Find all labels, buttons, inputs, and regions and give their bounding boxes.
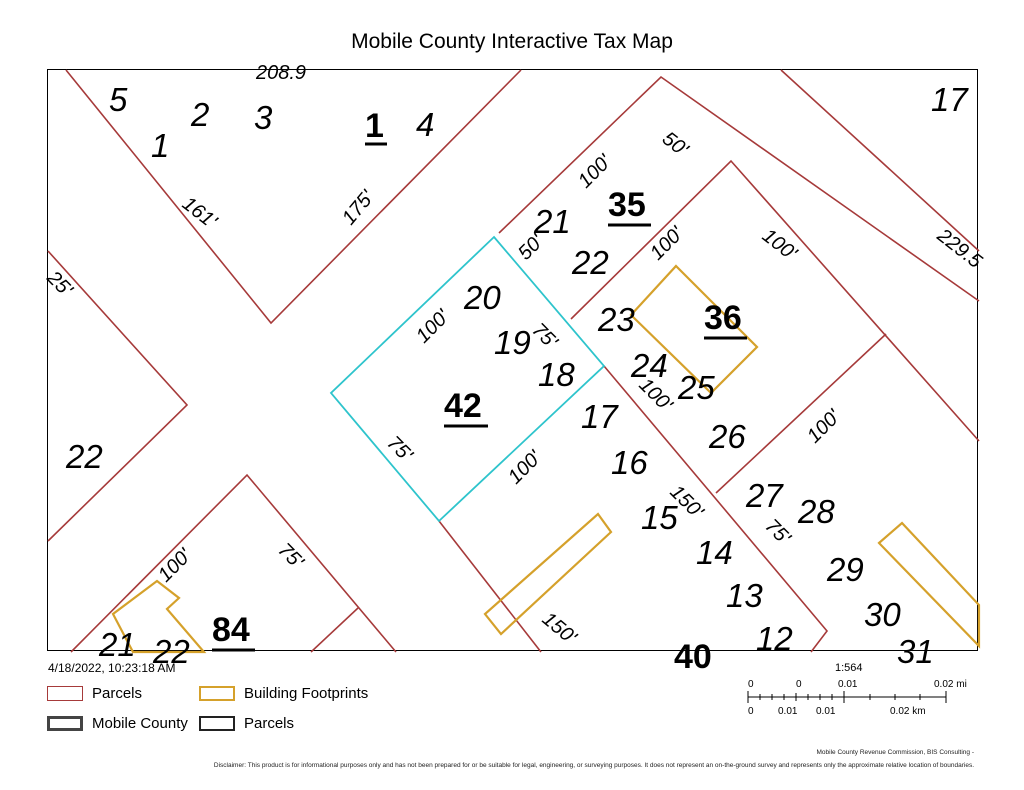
scale-tick-mi: 0 — [748, 679, 754, 690]
credits-text: Mobile County Revenue Commission, BIS Consulting - — [816, 749, 974, 756]
scale-tick-km: 0.02 km — [890, 706, 926, 717]
page-title: Mobile County Interactive Tax Map — [351, 30, 673, 53]
lot-number: 30 — [864, 596, 901, 633]
dimension-label: 100' — [153, 544, 196, 587]
parcel-boundary — [604, 366, 827, 652]
scale-tick-mi: 0.02 mi — [934, 679, 967, 690]
scale-tick-km: 0.01 — [816, 706, 836, 717]
lot-number: 1 — [151, 127, 170, 164]
lot-number: 22 — [153, 633, 190, 670]
block-number: 35 — [608, 186, 646, 224]
lot-number: 2 — [191, 96, 210, 133]
legend-item-building-footprints — [199, 685, 368, 702]
legend-label: Parcels — [92, 685, 143, 702]
lot-number: 3 — [254, 99, 273, 136]
dimension-label: 175' — [337, 186, 379, 230]
dimension-label: 100' — [634, 373, 677, 416]
block-number: 36 — [704, 299, 742, 337]
block-number: 1 — [365, 107, 384, 145]
lot-number: 19 — [494, 324, 531, 361]
dimension-label: 75' — [527, 318, 562, 353]
legend-label: Parcels — [244, 715, 295, 732]
parcel-boundary — [48, 251, 187, 541]
map-legend — [47, 685, 407, 745]
dimension-label: 150' — [537, 607, 581, 649]
lot-number: 29 — [827, 551, 864, 588]
dimension-label: 75' — [273, 538, 308, 573]
dimension-label: 100' — [411, 305, 454, 348]
legend-item-parcels — [47, 685, 142, 702]
dimension-label: 25' — [42, 266, 77, 301]
dimension-label: 100' — [802, 405, 845, 448]
scale-bar-graphic — [748, 691, 948, 703]
lot-number: 20 — [464, 279, 501, 316]
parcel-boundary — [66, 70, 521, 323]
scale-ratio: 1:564 — [835, 662, 863, 674]
lot-number: 17 — [581, 398, 618, 435]
legend-item-mobile-county — [47, 715, 188, 732]
lot-number: 24 — [631, 347, 668, 384]
scale-bar — [740, 662, 980, 722]
dimension-label: 50' — [513, 230, 548, 265]
lot-number: 25 — [678, 369, 715, 406]
lot-number: 16 — [611, 444, 648, 481]
lot-number: 5 — [109, 81, 128, 118]
lot-number: 13 — [726, 577, 763, 614]
legend-label: Mobile County — [92, 715, 188, 732]
block-number: 40 — [674, 638, 712, 676]
lot-number: 12 — [756, 620, 793, 657]
dimension-label: 100' — [503, 446, 546, 489]
mobile-county-swatch — [47, 716, 83, 731]
parcel-boundary — [439, 521, 541, 652]
legend-item-parcels-outline — [199, 715, 294, 732]
lot-number: 22 — [572, 244, 609, 281]
scale-tick-mi: 0.01 — [838, 679, 858, 690]
lot-number: 23 — [598, 301, 635, 338]
dimension-label: 150' — [665, 480, 708, 523]
lot-number: 26 — [709, 418, 746, 455]
lot-number: 17 — [931, 81, 968, 118]
dimension-label: 161' — [177, 192, 221, 233]
block-number: 42 — [444, 387, 482, 425]
lot-number: 18 — [538, 356, 575, 393]
dimension-label: 100' — [573, 150, 616, 193]
lot-number: 21 — [99, 626, 136, 663]
dimension-label: 75' — [760, 514, 795, 549]
dimension-label: 208.9 — [256, 62, 307, 84]
parcel-boundary — [716, 334, 886, 493]
parcels-swatch — [47, 686, 83, 701]
scale-tick-mi: 0 — [796, 679, 802, 690]
map-timestamp: 4/18/2022, 10:23:18 AM — [48, 661, 176, 675]
parcel-boundary — [499, 77, 979, 301]
lot-number: 14 — [696, 534, 733, 571]
lot-number: 28 — [798, 493, 835, 530]
dimension-label: 100' — [757, 224, 801, 265]
dimension-label: 229.5 — [932, 224, 986, 273]
lot-number: 27 — [746, 477, 783, 514]
legend-label: Building Footprints — [244, 685, 369, 702]
scale-tick-km: 0.01 — [778, 706, 798, 717]
parcels-outline-swatch — [199, 716, 235, 731]
lot-number: 21 — [534, 203, 571, 240]
lot-number: 4 — [416, 106, 435, 143]
dimension-label: 75' — [382, 431, 417, 466]
dimension-label: 50' — [657, 127, 693, 161]
disclaimer-text: Disclaimer: This product is for informational purposes only and has not been prepared for or be suitable for legal, engineering, or surveying purposes. It does not represent an on-the-ground survey and represents only the approximate relative location of boundaries. — [213, 762, 974, 769]
building-footprints-swatch — [199, 686, 235, 701]
parcel-boundary — [311, 608, 358, 652]
lot-number: 31 — [897, 633, 934, 670]
dimension-label: 100' — [645, 222, 688, 265]
lot-number: 15 — [641, 499, 678, 536]
block-number: 84 — [212, 611, 250, 649]
scale-tick-km: 0 — [748, 706, 754, 717]
lot-number: 22 — [66, 438, 103, 475]
